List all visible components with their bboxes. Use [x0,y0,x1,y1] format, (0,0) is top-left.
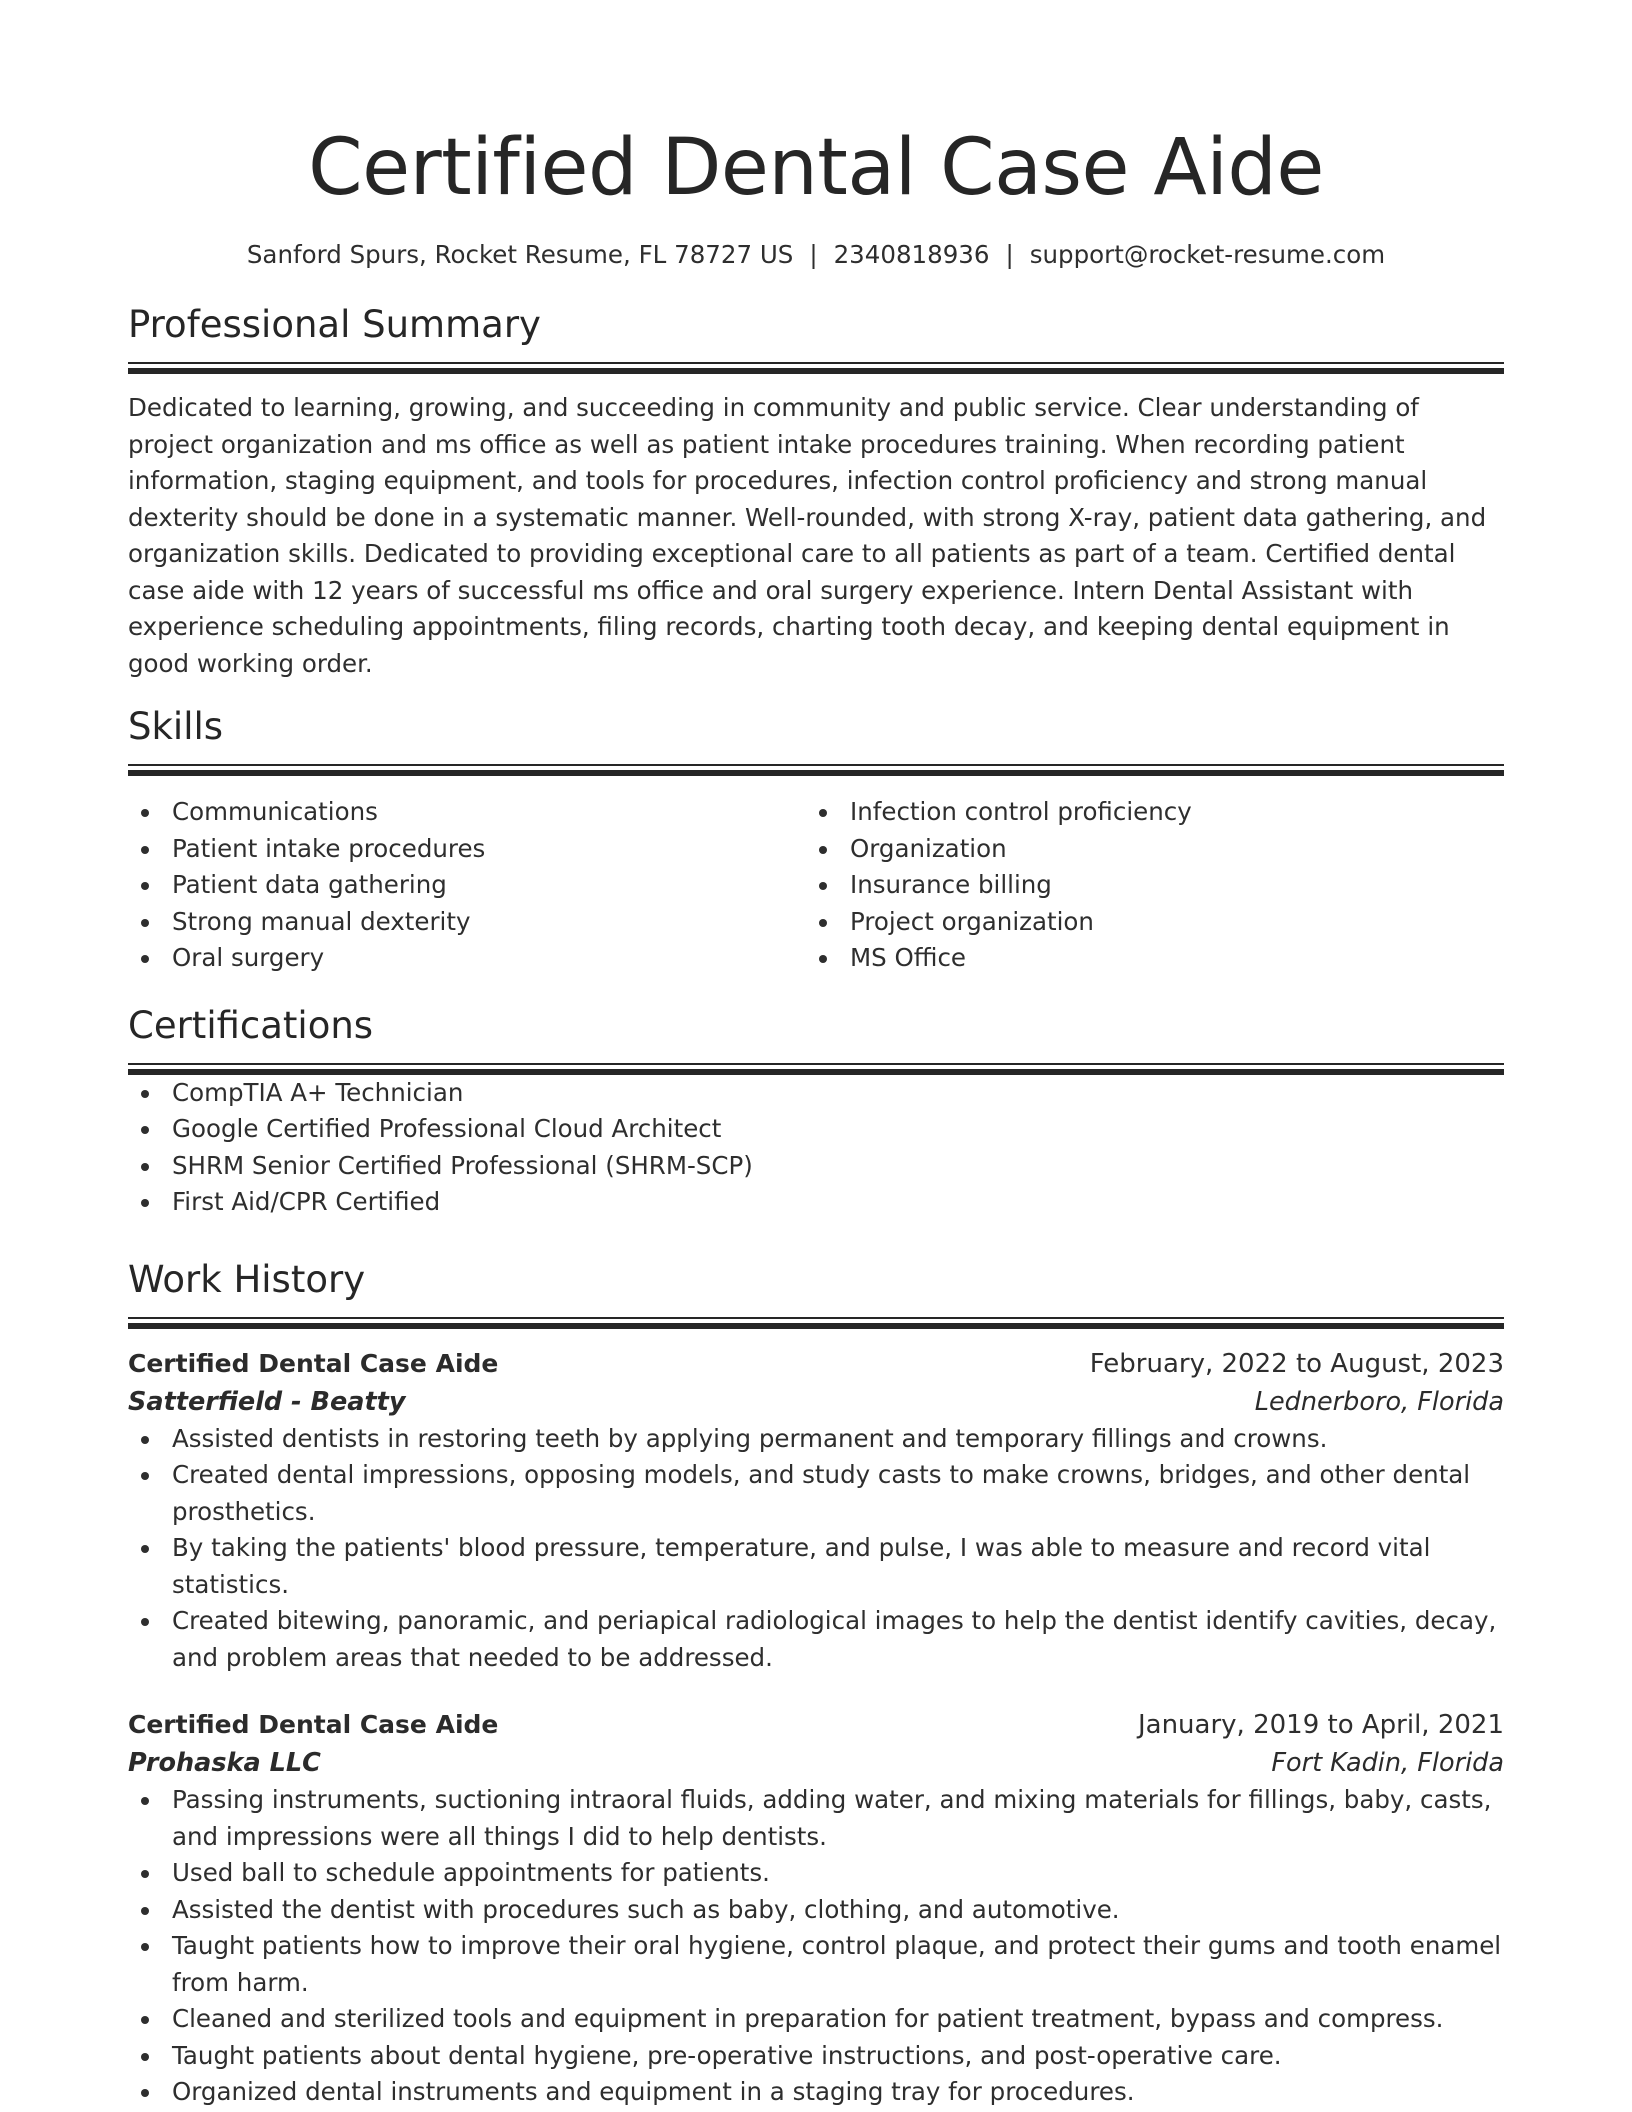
contact-separator: | [1005,240,1014,269]
skill-item: Project organization [806,904,1484,941]
skills-column-left [128,794,806,977]
job-bullet: Organized dental instruments and equipment in a staging tray for procedures. [128,2074,1504,2111]
job-title: Certified Dental Case Aide [128,1348,499,1378]
skill-item: Patient intake procedures [128,831,806,868]
job-bullets [128,1421,1504,1677]
section-divider [128,1317,1504,1329]
contact-email: support@rocket-resume.com [1029,240,1386,269]
job-bullet: Assisted the dentist with procedures such as baby, clothing, and automotive. [128,1892,1504,1929]
certification-item: CompTIA A+ Technician [128,1075,1504,1112]
job-bullets [128,1782,1504,2111]
job-bullet: Taught patients how to improve their oral hygiene, control plaque, and protect their gums and tooth enamel from harm. [128,1928,1504,2001]
job-entry [128,1345,1504,1677]
job-location: Fort Kadin, Florida [1271,1748,1504,1778]
section-title-skills: Skills [128,705,224,748]
job-entry [128,1706,1504,2111]
skills-column-right [806,794,1484,977]
job-bullet: Created bitewing, panoramic, and periapical radiological images to help the dentist identify cavities, decay, and problem areas that needed to be addressed. [128,1603,1504,1676]
section-divider [128,1063,1504,1075]
job-bullet: By taking the patients' blood pressure, temperature, and pulse, I was able to measure and record vital statistics. [128,1530,1504,1603]
certification-item: First Aid/CPR Certified [128,1184,1504,1221]
job-bullet: Taught patients about dental hygiene, pre-operative instructions, and post-operative care. [128,2038,1504,2075]
contact-separator: | [809,240,818,269]
skill-item: Patient data gathering [128,867,806,904]
resume-page [128,0,1504,2111]
job-bullet: Cleaned and sterilized tools and equipment in preparation for patient treatment, bypass and compress. [128,2001,1504,2038]
certifications-list [128,1075,1504,1221]
section-divider [128,362,1504,374]
skill-item: Infection control proficiency [806,794,1484,831]
job-bullet: Created dental impressions, opposing models, and study casts to make crowns, bridges, and other dental prosthetics. [128,1457,1504,1530]
job-header [128,1706,1504,1744]
job-bullet: Passing instruments, suctioning intraoral fluids, adding water, and mixing materials for fillings, baby, casts, and impressions were all things I did to help dentists. [128,1782,1504,1855]
summary-text: Dedicated to learning, growing, and succeeding in community and public service. Clear understanding of project organization and ms office as well as patient intake procedures training. When recording patient information, staging equipment, and tools for procedures, infection control proficiency and strong manual dexterity should be done in a systematic manner. Well-rounded, with strong X-ray, patient data gathering, and organization skills. Dedicated to providing exceptional care to all patients as part of a team. Certified dental case aide with 12 years of successful ms office and oral surgery experience. Intern Dental Assistant with experience scheduling appointments, filing records, charting tooth decay, and keeping dental equipment in good working order. [128,393,1487,678]
job-company: Satterfield - Beatty [128,1386,406,1417]
work-history-section [128,1255,1504,2111]
job-location: Lednerboro, Florida [1254,1386,1504,1417]
section-title-work-history: Work History [128,1257,366,1301]
job-company: Prohaska LLC [128,1748,321,1778]
skill-item: Communications [128,794,806,831]
job-dates: January, 2019 to April, 2021 [1137,1710,1504,1740]
skill-item: Strong manual dexterity [128,904,806,941]
skill-item: Oral surgery [128,940,806,977]
certification-item: Google Certified Professional Cloud Architect [128,1111,1504,1148]
contact-line [128,238,1504,272]
contact-address: Sanford Spurs, Rocket Resume, FL 78727 US [246,240,794,269]
contact-phone: 2340818936 [833,240,990,269]
certifications-section [128,1001,1504,1221]
skills-section [128,702,1504,977]
skill-item: MS Office [806,940,1484,977]
job-header [128,1345,1504,1383]
skill-item: Insurance billing [806,867,1484,904]
job-subheader [128,1744,1504,1782]
job-title: Certified Dental Case Aide [128,1710,499,1739]
section-title-summary: Professional Summary [128,303,541,346]
job-bullet: Used ball to schedule appointments for patients. [128,1855,1504,1892]
job-subheader [128,1383,1504,1421]
resume-name: Certified Dental Case Aide [308,123,1324,213]
skill-item: Organization [806,831,1484,868]
skills-grid [128,794,1504,977]
section-title-certifications: Certifications [128,1003,374,1047]
summary-section [128,300,1504,682]
certification-item: SHRM Senior Certified Professional (SHRM-SCP) [128,1148,1504,1185]
job-bullet: Assisted dentists in restoring teeth by applying permanent and temporary fillings and crowns. [128,1421,1504,1458]
section-divider [128,764,1504,776]
job-dates: February, 2022 to August, 2023 [1089,1348,1504,1379]
